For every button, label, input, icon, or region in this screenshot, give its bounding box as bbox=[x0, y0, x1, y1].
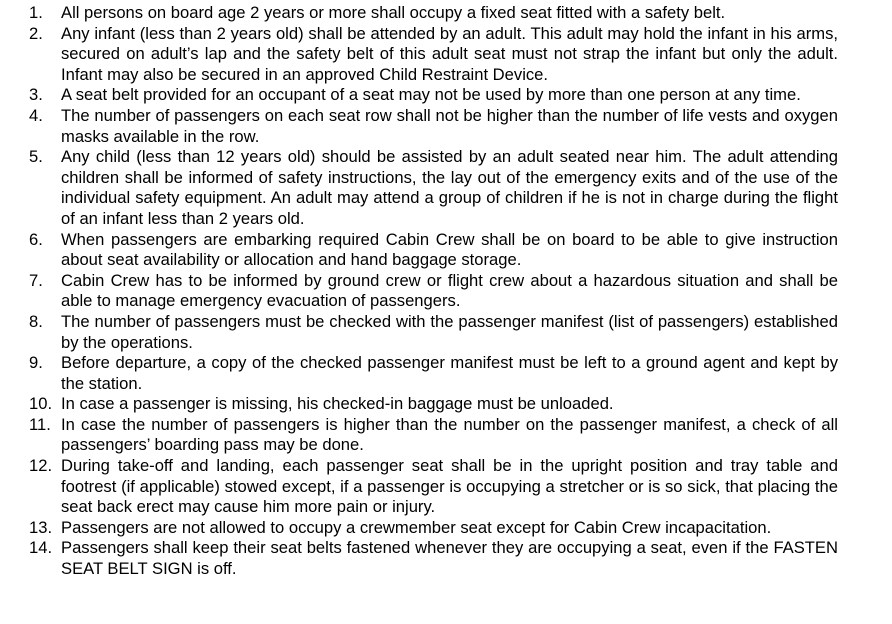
list-item-number: 10. bbox=[29, 394, 53, 414]
list-item bbox=[29, 394, 838, 415]
list-item-text: Any infant (less than 2 years old) shall be attended by an adult. This adult may hold the infant in his arms, secured on adult’s lap and the safety belt of this adult seat must not strap the infant but only the adult. Infant may also be secured in an approved Child Restraint Device. bbox=[61, 23, 838, 84]
list-item-text: Any child (less than 12 years old) should be assisted by an adult seated near him. The adult attending children shall be informed of safety instructions, the lay out of the emergency exits and of the use of the individual safety equipment. An adult may attend a group of children if he is not in charge during the flight of an infant less than 2 years old. bbox=[61, 147, 838, 228]
list-item-number: 3. bbox=[29, 85, 43, 105]
list-item-text: The number of passengers on each seat row shall not be higher than the number of life vests and oxygen masks available in the row. bbox=[61, 105, 838, 146]
list-item bbox=[29, 230, 838, 271]
list-item-text: Cabin Crew has to be informed by ground crew or flight crew about a hazardous situation and shall be able to manage emergency evacuation of passengers. bbox=[61, 270, 838, 311]
list-item-number: 13. bbox=[29, 517, 53, 537]
list-item-number: 7. bbox=[29, 270, 43, 290]
list-item bbox=[29, 24, 838, 86]
list-item-number: 4. bbox=[29, 105, 43, 125]
list-item bbox=[29, 353, 838, 394]
list-item-text: During take-off and landing, each passenger seat shall be in the upright position and tray table and footrest (if applicable) stowed except, if a passenger is occupying a stretcher or is so sick, that placing the seat back erect may cause him more pain or injury. bbox=[61, 456, 838, 517]
list-item-number: 2. bbox=[29, 23, 43, 43]
list-item-number: 8. bbox=[29, 311, 43, 331]
list-item bbox=[29, 106, 838, 147]
list-item bbox=[29, 415, 838, 456]
list-item bbox=[29, 538, 838, 579]
numbered-rules-list bbox=[29, 3, 838, 580]
list-item bbox=[29, 456, 838, 518]
list-item bbox=[29, 518, 838, 539]
list-item bbox=[29, 312, 838, 353]
list-item bbox=[29, 3, 838, 24]
list-item-text: In case a passenger is missing, his checked-in baggage must be unloaded. bbox=[61, 394, 614, 414]
list-item bbox=[29, 85, 838, 106]
list-item-number: 5. bbox=[29, 147, 43, 167]
list-item-number: 12. bbox=[29, 456, 53, 476]
list-item-number: 11. bbox=[29, 414, 51, 434]
list-item bbox=[29, 271, 838, 312]
list-item-text: Before departure, a copy of the checked passenger manifest must be left to a ground agent and kept by the station. bbox=[61, 353, 838, 393]
list-item-text: When passengers are embarking required Cabin Crew shall be on board to be able to give instruction about seat availability or allocation and hand baggage storage. bbox=[61, 229, 838, 270]
list-item-number: 6. bbox=[29, 229, 43, 249]
list-item-text: Passengers shall keep their seat belts fastened whenever they are occupying a seat, even if the FASTEN SEAT BELT SIGN is off. bbox=[61, 538, 838, 579]
list-item-text: Passengers are not allowed to occupy a crewmember seat except for Cabin Crew incapacitation. bbox=[61, 517, 772, 537]
list-item-number: 14. bbox=[29, 538, 53, 558]
list-item-text: The number of passengers must be checked with the passenger manifest (list of passengers) established by the operations. bbox=[61, 311, 838, 352]
list-item-text: In case the number of passengers is higher than the number on the passenger manifest, a check of all passengers’ boarding pass may be done. bbox=[61, 414, 838, 455]
list-item-text: A seat belt provided for an occupant of a seat may not be used by more than one person at any time. bbox=[61, 85, 801, 105]
list-item-number: 9. bbox=[29, 353, 43, 373]
list-item-text: All persons on board age 2 years or more shall occupy a fixed seat fitted with a safety belt. bbox=[61, 3, 726, 22]
list-item-number: 1. bbox=[29, 3, 43, 22]
list-item bbox=[29, 147, 838, 229]
